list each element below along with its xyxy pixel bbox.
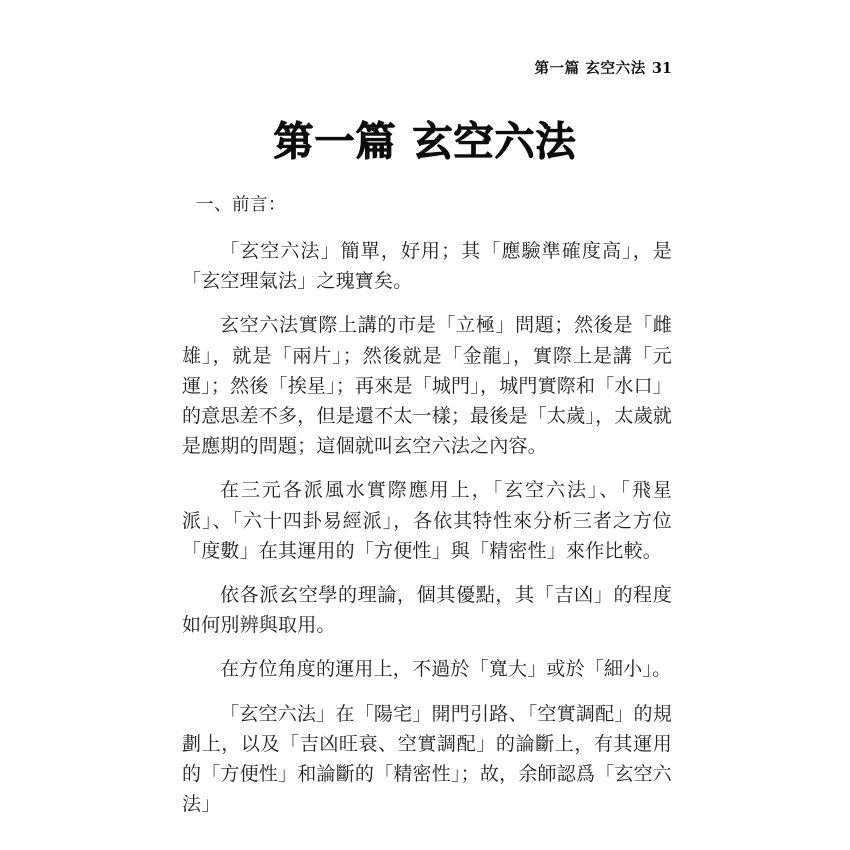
running-header-chapter: 第一篇 玄空六法 — [534, 61, 646, 77]
body-paragraph: 在三元各派風水實際應用上，「玄空六法」、「飛星派」、「六十四卦易經派」，各依其特性來分析三者之方位「度數」在其運用的「方便性」與「精密性」來作比較。 — [182, 479, 672, 562]
body-paragraph: 「玄空六法」簡單，好用；其「應驗準確度高」，是「玄空理氣法」之瑰寶矣。 — [182, 240, 672, 293]
body-text-column — [182, 190, 672, 819]
section-heading-preface: 一、前言： — [196, 195, 286, 215]
page-title — [0, 118, 850, 166]
running-header-page-number: 31 — [651, 60, 672, 77]
body-paragraph: 依各派玄空學的理論，個其優點，其「吉凶」的程度如何別辨與取用。 — [182, 584, 672, 637]
body-paragraph: 「玄空六法」在「陽宅」開門引路、「空實調配」的規劃上，以及「吉凶旺衰、空實調配」的論斷上，有其運用的「方便性」和論斷的「精密性」；故，余師認爲「玄空六法」 — [182, 702, 672, 816]
running-header — [182, 57, 672, 78]
body-paragraph: 玄空六法實際上講的市是「立極」問題；然後是「雌雄」，就是「兩片」；然後就是「金龍」，實際上是講「元運」；然後「挨星」；再來是「城門」，城門實際和「水口」的意思差不多，但是還不太一樣；最後是「太歲」，太歲就是應期的問題；這個就叫玄空六法之內容。 — [182, 314, 672, 458]
body-paragraph: 在方位角度的運用上，不過於「寬大」或於「細小」。 — [220, 658, 672, 681]
chapter-title-main: 玄空六法 — [412, 119, 577, 165]
chapter-title-part: 第一篇 — [273, 119, 397, 165]
